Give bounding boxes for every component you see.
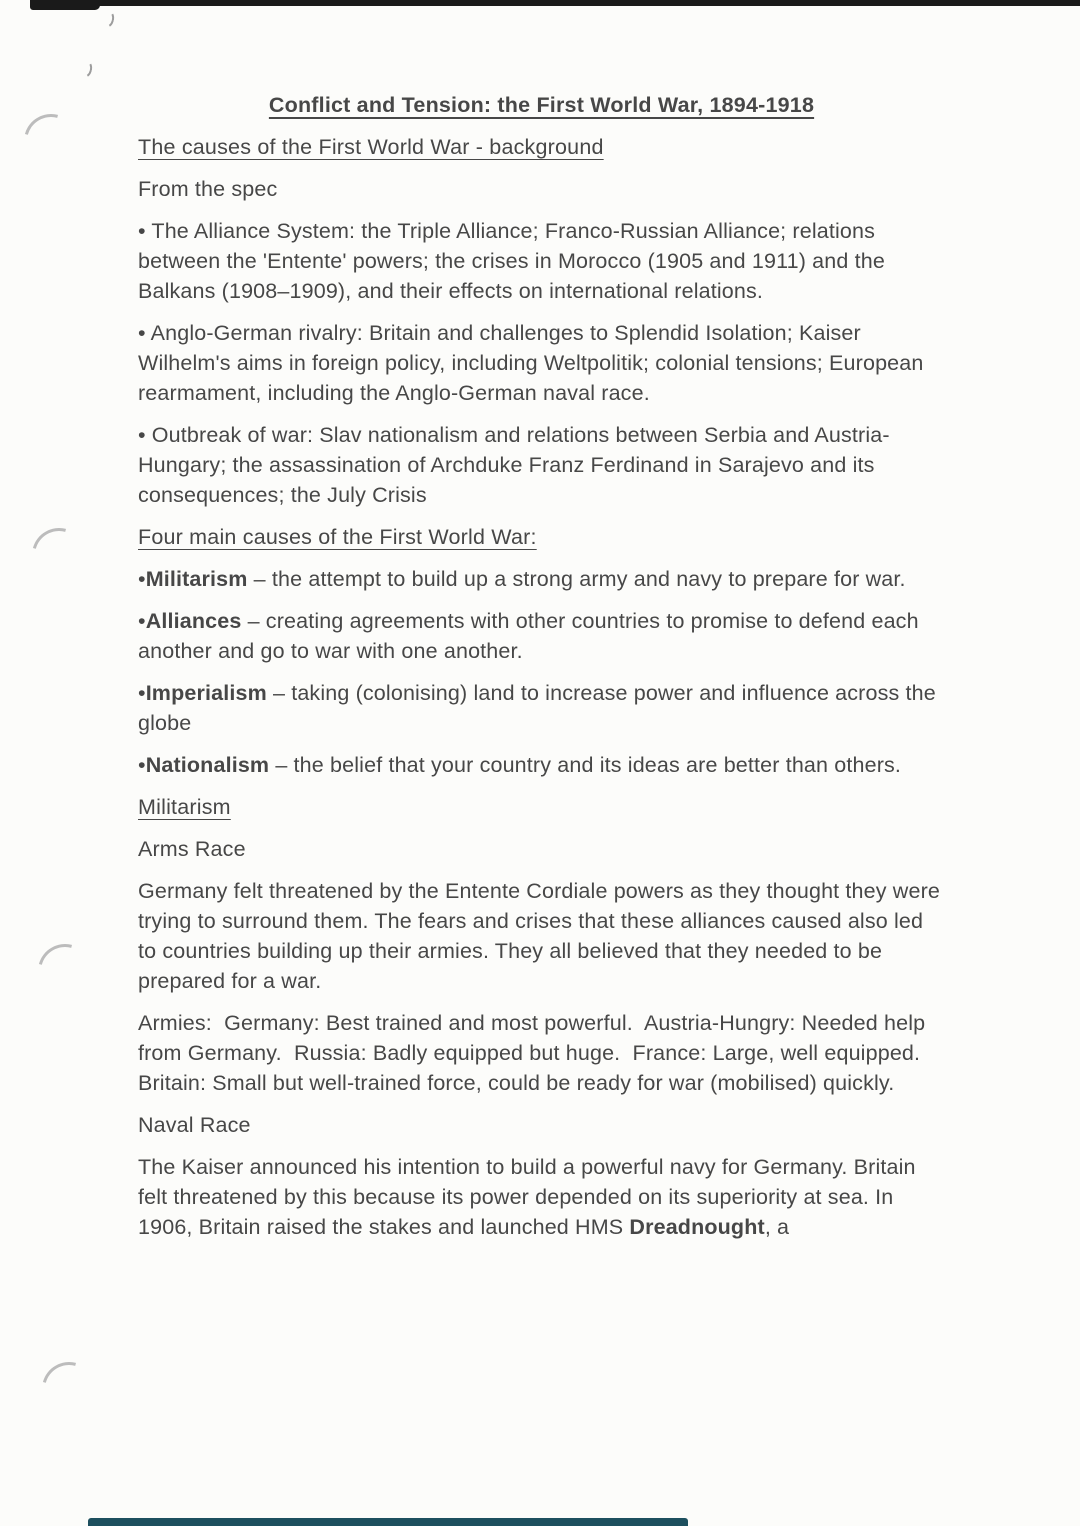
cause-item-militarism — [138, 564, 944, 594]
naval-race-text-after: , a — [764, 1215, 790, 1239]
naval-race-paragraph — [138, 1152, 944, 1242]
spec-bullet-anglo-german-rivalry: • Anglo-German rivalry: Britain and challenges to Splendid Isolation; Kaiser Wilhelm's aims in foreign policy, including Weltpolitik; colonial tensions; European rearmament, including the Anglo-German naval race. — [138, 321, 930, 405]
cause-definition: – taking (colonising) land to increase power and influence across the globe — [138, 681, 942, 735]
armies-paragraph: Armies: Germany: Best trained and most powerful. Austria-Hungry: Needed help from Germany. Russia: Badly equipped but huge. France: Large, well equipped. Britain: Small but well-trained force, could be ready for war (mobilised) quickly. — [138, 1011, 932, 1095]
cause-item-imperialism — [138, 678, 944, 738]
cause-term: Alliances — [145, 609, 242, 633]
naval-race-text-before: The Kaiser announced his intention to build a powerful navy for Germany. Britain felt threatened by this because its power depended on its superiority at sea. In 1906, Britain raised the stakes and launched HMS — [138, 1155, 922, 1239]
subheading-naval-race: Naval Race — [138, 1113, 251, 1137]
bullet-marker: • — [138, 753, 146, 777]
bullet-marker: • — [138, 609, 146, 633]
cause-term: Imperialism — [145, 681, 267, 705]
section-heading-four-causes: Four main causes of the First World War: — [138, 525, 537, 549]
cause-term: Nationalism — [145, 753, 270, 777]
arms-race-paragraph: Germany felt threatened by the Entente Cordiale powers as they thought they were trying to surround them. The fears and crises that these alliances caused also led to countries building up their armies. They all believed that they needed to be prepared for a war. — [138, 879, 947, 993]
cause-item-alliances — [138, 606, 944, 666]
subheading-arms-race: Arms Race — [138, 837, 246, 861]
section-heading-militarism: Militarism — [138, 795, 231, 819]
spec-bullet-alliance-system: • The Alliance System: the Triple Alliance; Franco-Russian Alliance; relations between the 'Entente' powers; the crises in Morocco (1905 and 1911) and the Balkans (1908–1909), and their effects on international relations. — [138, 219, 892, 303]
cause-definition: – the belief that your country and its ideas are better than others. — [269, 753, 902, 777]
dreadnought-bold-term: Dreadnought — [629, 1215, 765, 1239]
spec-bullet-outbreak-of-war: • Outbreak of war: Slav nationalism and relations between Serbia and Austria-Hungary; the assassination of Archduke Franz Ferdinand in Sarajevo and its consequences; the July Crisis — [138, 423, 890, 507]
scan-bottom-strip-artifact — [88, 1518, 688, 1526]
document-title: Conflict and Tension: the First World War, 1894-1918 — [268, 93, 815, 117]
intro-line: From the spec — [138, 177, 278, 201]
cause-term: Militarism — [145, 567, 248, 591]
binder-ring-mark — [32, 1352, 106, 1426]
cause-item-nationalism — [138, 750, 944, 780]
cause-definition: – the attempt to build up a strong army and navy to prepare for war. — [247, 567, 906, 591]
section-heading-background: The causes of the First World War - background — [138, 135, 604, 159]
bullet-marker: • — [138, 567, 146, 591]
bullet-marker: • — [138, 681, 146, 705]
cause-definition: – creating agreements with other countries to promise to defend each another and go to war with one another. — [138, 609, 925, 663]
